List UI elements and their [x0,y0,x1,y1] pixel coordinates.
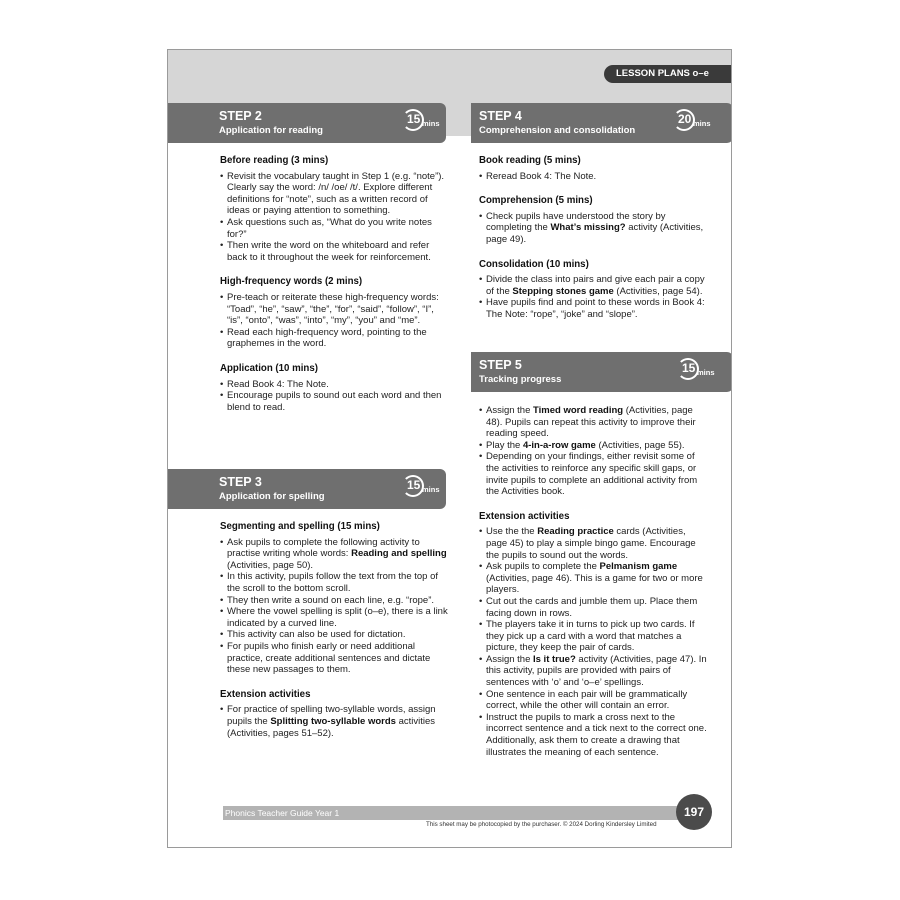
list-item: • Read Book 4: The Note. [220,379,448,391]
bullet-list [220,292,448,350]
list-item: • For practice of spelling two-syllable words, assign pupils the Splitting two-syllable words activities (Activities, pages 51–52). [220,704,448,739]
footer-guide-title: Phonics Teacher Guide Year 1 [223,806,693,820]
list-item: • Divide the class into pairs and give each pair a copy of the Stepping stones game (Activities, page 54). [479,274,707,297]
step3-header [168,469,446,509]
step3-timer-unit: mins [422,485,440,494]
list-item: • Cut out the cards and jumble them up. Place them facing down in rows. [479,596,707,619]
list-item: • Reread Book 4: The Note. [479,171,707,183]
list-item: • Read each high-frequency word, pointing to the graphemes in the word. [220,327,448,350]
step5-content [479,405,707,771]
step2-timer-num: 15 [407,112,421,126]
section-heading: Before reading (3 mins) [220,155,329,166]
list-item: • Revisit the vocabulary taught in Step 1 (e.g. “note”). Clearly say the word: /n/ /oe/ /t/. Explore different definitions for “note”, such as a written record of ideas or paying attention to something. [220,171,448,217]
list-item: • Ask questions such as, “What do you write notes for?” [220,217,448,240]
step4-timer-num: 20 [678,112,692,126]
list-item: • Instruct the pupils to mark a cross next to the incorrect sentence and a tick next to the correct one. Additionally, ask them to create a drawing that illustrates the meaning of each sentence. [479,712,707,758]
section-heading: Book reading (5 mins) [479,155,581,166]
bullet-list [479,274,707,320]
list-item: • Depending on your findings, either revisit some of the activities to reinforce any specific skill gaps, or invite pupils to complete an additional activity from the Activities book. [479,451,707,497]
section-heading: Extension activities [479,510,570,522]
bullet-list [220,379,448,414]
worksheet-page [167,49,732,848]
list-item: • Pre-teach or reiterate these high-frequency words: “Toad”, “he”, “saw”, “the”, “for”, “said”, “follow”, “I”, “is”, “onto”, “was”, “into”, “my”, “you” and “me”. [220,292,448,327]
section-heading: High-frequency words (2 mins) [220,276,363,288]
step2-subtitle: Application for reading [219,125,323,136]
list-item: • For pupils who finish early or need additional practice, create additional sentences and dictate these new passages to them. [220,641,448,676]
step3-content [220,521,448,752]
bullet-list [479,405,707,498]
step2-header [168,103,446,143]
step4-subtitle: Comprehension and consolidation [479,125,636,136]
section-heading: Extension activities [220,688,311,700]
timer-icon [402,475,438,503]
timer-icon [673,109,709,137]
step5-header [471,352,732,392]
step5-title: STEP 5 [479,358,522,372]
lesson-plans-tag: LESSON PLANS o–e [604,65,731,83]
step4-content [479,155,707,334]
list-item: • In this activity, pupils follow the text from the top of the scroll to the bottom scroll. [220,571,448,594]
step3-timer-num: 15 [407,478,421,492]
list-item: • Assign the Is it true? activity (Activities, page 47). In this activity, pupils are provided with pairs of sentences with ‘o’ and ‘o–e’ spellings. [479,654,707,689]
step4-timer-unit: mins [693,119,711,128]
bullet-list [479,171,707,183]
list-item: • Play the 4-in-a-row game (Activities, page 55). [479,440,707,452]
step2-content [220,155,448,426]
list-item: • Encourage pupils to sound out each word and then blend to read. [220,390,448,413]
page-number: 197 [676,794,712,830]
bullet-list [220,704,448,739]
list-item: • Check pupils have understood the story by completing the What’s missing? activity (Activities, page 49). [479,211,707,246]
list-item: • One sentence in each pair will be grammatically correct, while the other will contain an error. [479,689,707,712]
list-item: • They then write a sound on each line, e.g. “rope”. [220,595,448,607]
bullet-list [479,211,707,246]
step2-timer-unit: mins [422,119,440,128]
step2-title: STEP 2 [219,109,262,123]
step5-timer-unit: mins [697,368,715,377]
step5-subtitle: Tracking progress [479,374,562,385]
list-item: • Then write the word on the whiteboard and refer back to it throughout the week for reinforcement. [220,240,448,263]
timer-icon [402,109,438,137]
bullet-list [220,171,448,264]
list-item: • Use the the Reading practice cards (Activities, page 45) to play a simple bingo game. Encourage the pupils to sound out the words. [479,526,707,561]
bullet-list [220,537,448,676]
list-item: • Ask pupils to complete the following activity to practise writing whole words: Reading and spelling (Activities, page 50). [220,537,448,572]
section-heading: Segmenting and spelling (15 mins) [220,521,380,532]
list-item: • Ask pupils to complete the Pelmanism game (Activities, page 46). This is a game for two or more players. [479,561,707,596]
list-item: • Assign the Timed word reading (Activities, page 48). Pupils can repeat this activity to improve their reading speed. [479,405,707,440]
list-item: • This activity can also be used for dictation. [220,629,448,641]
list-item: • Have pupils find and point to these words in Book 4: The Note: “rope”, “joke” and “slope”. [479,297,707,320]
section-heading: Consolidation (10 mins) [479,258,589,270]
section-heading: Application (10 mins) [220,362,318,374]
step3-subtitle: Application for spelling [219,491,325,502]
bullet-list [479,526,707,758]
step3-title: STEP 3 [219,475,262,489]
step4-title: STEP 4 [479,109,522,123]
step5-timer-num: 15 [682,361,696,375]
section-heading: Comprehension (5 mins) [479,195,593,207]
list-item: • Where the vowel spelling is split (o–e), there is a link indicated by a curved line. [220,606,448,629]
timer-icon [677,358,713,386]
step4-header [471,103,732,143]
list-item: • The players take it in turns to pick up two cards. If they pick up a card with a word that matches a picture, they keep the pair of cards. [479,619,707,654]
copyright-notice: This sheet may be photocopied by the purchaser. © 2024 Dorling Kindersley Limited [426,821,657,828]
